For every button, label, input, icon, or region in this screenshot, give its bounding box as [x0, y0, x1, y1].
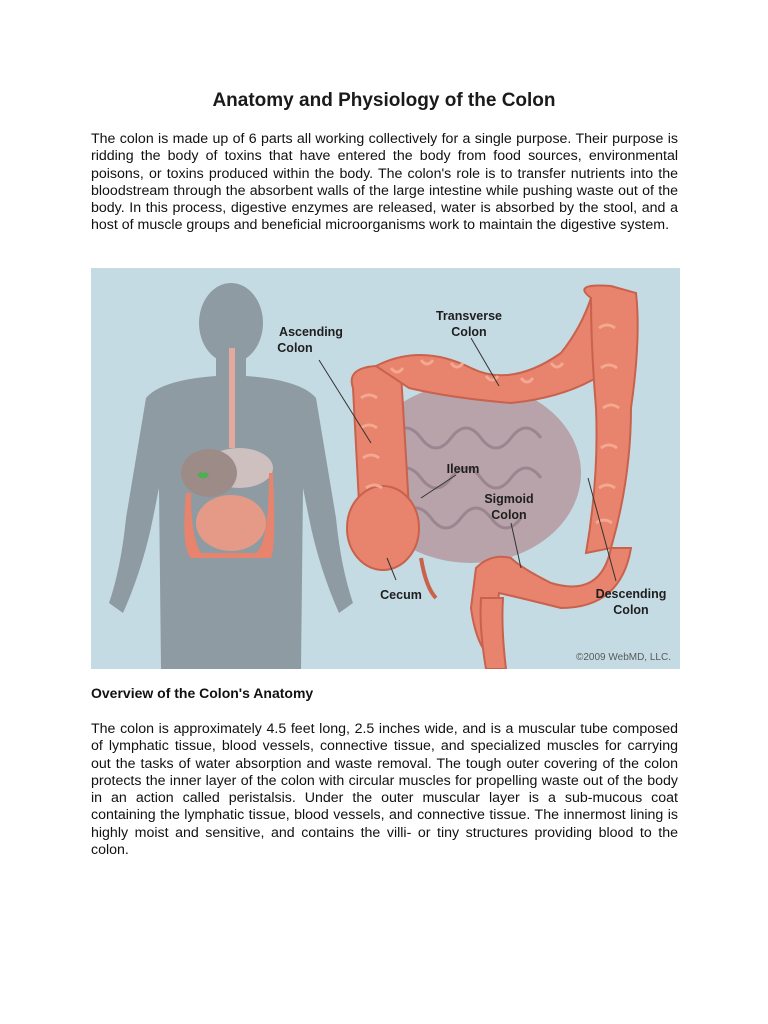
- section-paragraph: The colon is approximately 4.5 feet long, 2.5 inches wide, and is a muscular tube composed of lymphatic tissue, blood vessels, connective tissue, and specialized muscles for carrying out the tasks of water absorption and waste removal. The tough outer covering of the colon protects the inner layer of the colon with circular muscles for propelling waste out of the body in an action called peristalsis. Under the outer muscular layer is a sub-mucous coat containing the lymphatic tissue, blood vessels, and connective tissue. The innermost lining is highly moist and sensitive, and contains the villi- or tiny structures providing blood to the colon.: [91, 721, 678, 859]
- label-cecum: Cecum: [380, 588, 422, 602]
- label-descending-colon-2: Colon: [613, 603, 649, 617]
- label-ascending-colon-2: Colon: [277, 341, 313, 355]
- colon-anatomy-illustration: [91, 268, 680, 669]
- label-ileum: Ileum: [446, 462, 480, 476]
- page-title: Anatomy and Physiology of the Colon: [212, 90, 556, 111]
- label-ascending-colon-1: Ascending: [279, 325, 343, 339]
- colon-diagram: [91, 268, 680, 669]
- figure-copyright: ©2009 WebMD, LLC.: [575, 652, 671, 663]
- section-heading: Overview of the Colon's Anatomy: [91, 685, 314, 701]
- label-sigmoid-colon-1: Sigmoid: [484, 492, 534, 506]
- label-sigmoid-colon-2: Colon: [491, 508, 527, 522]
- label-transverse-colon-1: Transverse: [435, 309, 503, 323]
- label-transverse-colon-2: Colon: [451, 325, 487, 339]
- appendix: [421, 558, 436, 598]
- intro-paragraph: The colon is made up of 6 parts all working collectively for a single purpose. Their purpose is ridding the body of toxins that have entered the body from food sources, environmental poisons, or toxins produced within the body. The colon's role is to transfer nutrients into the bloodstream through the absorbent walls of the large intestine while pushing waste out of the body. In this process, digestive enzymes are released, water is absorbed by the stool, and a host of muscle groups and beneficial microorganisms work to maintain the digestive system.: [91, 131, 678, 234]
- label-descending-colon-1: Descending: [595, 587, 667, 601]
